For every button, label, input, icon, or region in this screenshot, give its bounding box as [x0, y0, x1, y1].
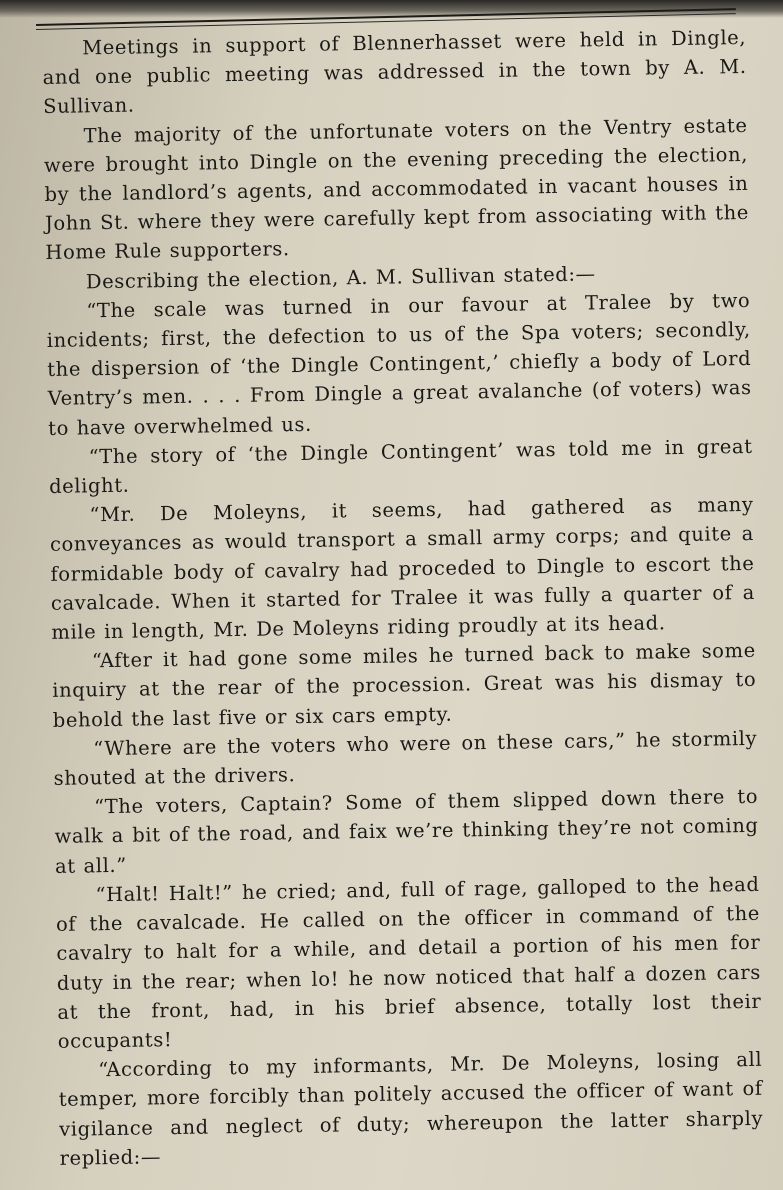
paragraph: The majority of the unfortunate voters on the Ventry estate were brought into Dingle on the evening preceding the election, by the landlord’s agents, and accommodated in vacant houses in John St. where they were carefully kept from associating with the Home Rule supporters. — [43, 113, 750, 265]
body-text — [42, 23, 764, 1173]
paragraph: “After it had gone some miles he turned back to make some inquiry at the rear of the procession. Great was his dismay to behold the last five or six cars empty. — [52, 639, 757, 732]
paragraph: “The voters, Captain? Some of them slipped down there to walk a bit of the road, and faix we’re thinking they’re not coming at all.” — [54, 785, 759, 878]
paragraph: “According to my informants, Mr. De Moleyns, losing all temper, more forcibly than politely accused the officer of want of vigilance and neglect of duty; whereupon the latter sharply replied:— — [58, 1047, 764, 1170]
paragraph: “Halt! Halt!” he cried; and, full of rage, galloped to the head of the cavalcade. He called on the officer in command of the cavalry to halt for a while, and detail a portion of his men for duty in the rear; when lo! he now noticed that half a dozen cars at the front, had, in his brief absence, totally lost their occupants! — [55, 872, 762, 1053]
paragraph: “Mr. De Moleyns, it seems, had gathered as many conveyances as would transport a small army corps; and quite a formidable body of cavalry had proceded to Dingle to escort the cavalcade. When it started for Tralee it was fully a quarter of a mile in length, Mr. De Moleyns riding proudly at its head. — [49, 493, 756, 644]
paragraph: “Where are the voters who were on these cars,” he stormily shouted at the drivers. — [53, 726, 758, 790]
paragraph: “The story of ‘the Dingle Contingent’ was told me in great delight. — [48, 434, 753, 498]
paragraph: Describing the election, A. M. Sullivan stated:— — [85, 261, 596, 293]
paragraph: Meetings in support of Blennerhasset were held in Dingle, and one public meeting was addressed in the town by A. M. Sullivan. — [42, 25, 747, 119]
paragraph: “The scale was turned in our favour at Tralee by two incidents; first, the defection to us of the Spa voters; secondly, the dispersion of ‘the Dingle Contingent,’ chiefly a body of Lord Ventry’s men. . . . From Dingle a great avalanche (of voters) was to have overwhelmed us. — [46, 288, 752, 440]
